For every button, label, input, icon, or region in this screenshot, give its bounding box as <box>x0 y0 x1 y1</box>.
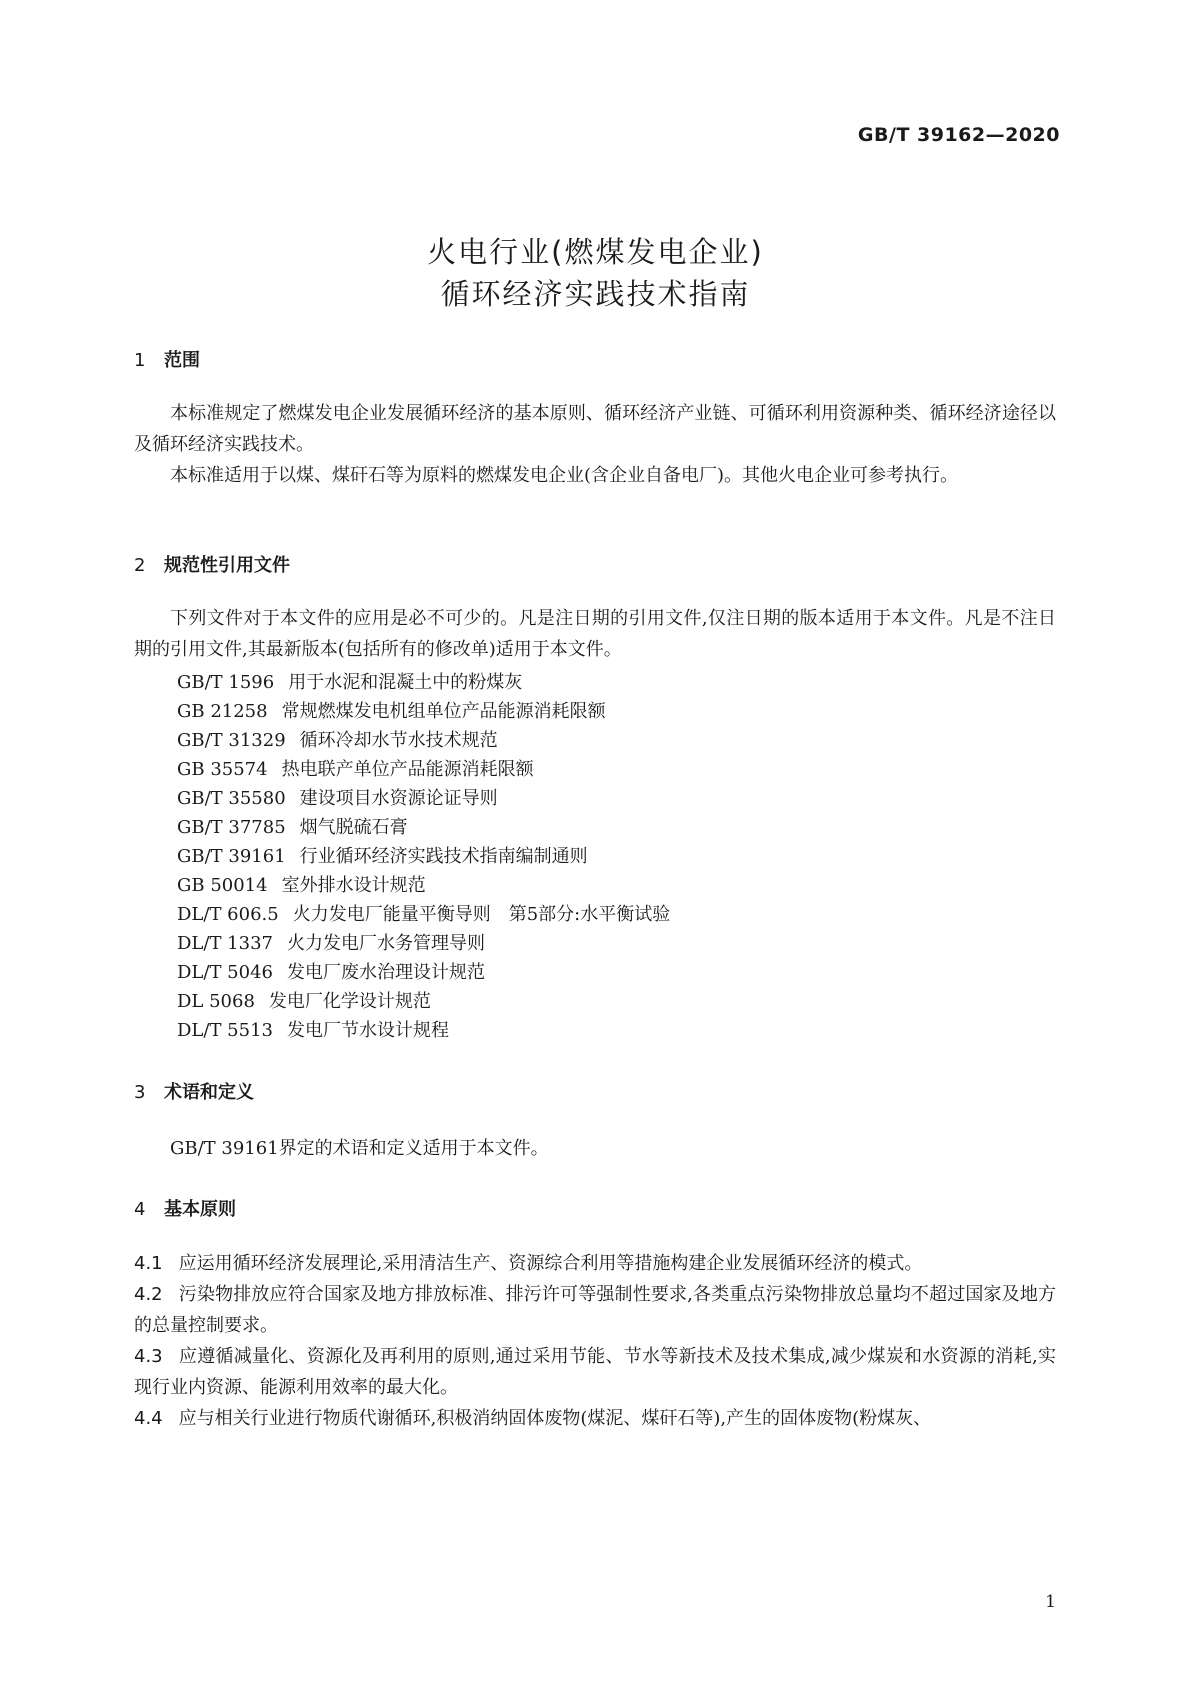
page-number: 1 <box>1045 1592 1056 1612</box>
reference-item: GB 35574 热电联产单位产品能源消耗限额 <box>177 759 534 780</box>
reference-item: GB/T 1596 用于水泥和混凝土中的粉煤灰 <box>177 672 523 693</box>
section-2-heading <box>134 551 290 577</box>
document-title-line2: 循环经济实践技术指南 <box>440 277 751 311</box>
clause-4-4: 4.4 应与相关行业进行物质代谢循环,积极消纳固体废物(煤泥、煤矸石等),产生的固体废物(粉煤灰、 <box>134 1408 932 1429</box>
section-3-paragraph-1: GB/T 39161界定的术语和定义适用于本文件。 <box>170 1138 549 1159</box>
section-2-paragraph-1: 下列文件对于本文件的应用是必不可少的。凡是注日期的引用文件,仅注日期的版本适用于本文件。凡是不注日期的引用文件,其最新版本(包括所有的修改单)适用于本文件。 <box>134 608 1056 660</box>
section-title: 范围 <box>164 350 200 371</box>
reference-item: GB/T 31329 循环冷却水节水技术规范 <box>177 730 498 751</box>
clause-4-2: 4.2 污染物排放应符合国家及地方排放标准、排污许可等强制性要求,各类重点污染物排放总量均不超过国家及地方的总量控制要求。 <box>134 1284 1056 1336</box>
section-number: 1 <box>134 350 146 371</box>
section-3-heading <box>134 1078 254 1104</box>
clause-4-3: 4.3 应遵循减量化、资源化及再利用的原则,通过采用节能、节水等新技术及技术集成,减少煤炭和水资源的消耗,实现行业内资源、能源利用效率的最大化。 <box>134 1346 1056 1398</box>
reference-item: DL/T 606.5 火力发电厂能量平衡导则 第5部分:水平衡试验 <box>177 904 671 925</box>
clause-4-1: 4.1 应运用循环经济发展理论,采用清洁生产、资源综合利用等措施构建企业发展循环经济的模式。 <box>134 1253 923 1274</box>
reference-item: GB 50014 室外排水设计规范 <box>177 875 426 896</box>
section-1-heading <box>134 346 200 372</box>
section-title: 术语和定义 <box>164 1082 254 1103</box>
reference-item: DL/T 5046 发电厂废水治理设计规范 <box>177 962 485 983</box>
reference-item: GB/T 35580 建设项目水资源论证导则 <box>177 788 498 809</box>
reference-item: GB 21258 常规燃煤发电机组单位产品能源消耗限额 <box>177 701 606 722</box>
reference-item: DL/T 1337 火力发电厂水务管理导则 <box>177 933 485 954</box>
reference-item: DL/T 5513 发电厂节水设计规程 <box>177 1020 449 1041</box>
section-4-heading <box>134 1195 236 1221</box>
section-number: 2 <box>134 555 146 576</box>
section-number: 4 <box>134 1199 146 1220</box>
document-title-line1: 火电行业(燃煤发电企业) <box>427 235 764 269</box>
section-number: 3 <box>134 1082 146 1103</box>
section-title: 基本原则 <box>164 1199 236 1220</box>
section-1-paragraph-1: 本标准规定了燃煤发电企业发展循环经济的基本原则、循环经济产业链、可循环利用资源种类、循环经济途径以及循环经济实践技术。 <box>134 403 1056 455</box>
standard-code: GB/T 39162—2020 <box>857 124 1060 146</box>
reference-item: DL 5068 发电厂化学设计规范 <box>177 991 431 1012</box>
reference-item: GB/T 39161 行业循环经济实践技术指南编制通则 <box>177 846 588 867</box>
section-title: 规范性引用文件 <box>164 555 290 576</box>
reference-item: GB/T 37785 烟气脱硫石膏 <box>177 817 408 838</box>
section-1-paragraph-2: 本标准适用于以煤、煤矸石等为原料的燃煤发电企业(含企业自备电厂)。其他火电企业可参考执行。 <box>170 465 959 486</box>
